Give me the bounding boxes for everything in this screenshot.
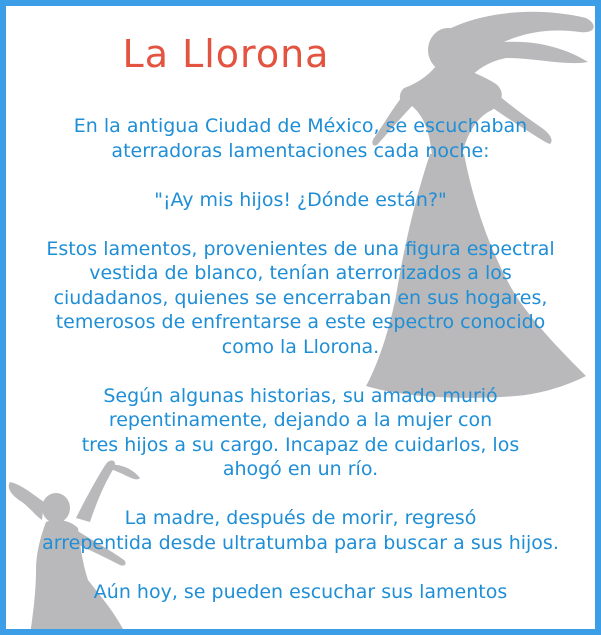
text-line: tres hijos a su cargo. Incapaz de cuidarlos, los [81,433,520,456]
text-line: arrepentida desde ultratumba para buscar a sus hijos. [42,531,559,554]
paragraph-closing [6,580,595,605]
text-line: vestida de blanco, tenían aterrorizados a los [89,262,512,284]
paragraph-lament [6,237,595,360]
text-line: ahogó en un río. [222,458,379,480]
paragraph-history [6,384,595,482]
text-line: "¡Ay mis hijos! ¿Dónde están?" [154,188,447,211]
text-line: aterradoras lamentaciones cada noche: [111,139,490,162]
text-line: Según algunas historias, su amado murió [103,384,498,407]
text-line: como la Llorona. [221,335,380,358]
paragraph-return [6,506,595,555]
text-line: La madre, después de morir, regresó [124,507,477,529]
text-line: repentinamente, dejando a la mujer con [108,409,493,431]
text-line: Estos lamentos, provenientes de una figura espectral [46,237,555,260]
paragraph-quote [6,188,595,213]
text-line: ciudadanos, quienes se encerraban en sus hogares, [53,286,548,309]
text-line: temerosos de enfrentarse a este espectro conocido [55,311,546,333]
text-line: En la antigua Ciudad de México, se escuchaban [73,115,528,137]
paragraph-intro [6,114,595,163]
text-line: Aún hoy, se pueden escuchar sus lamentos [93,580,508,603]
story-body [6,114,595,604]
story-title: La Llorona [122,32,330,76]
